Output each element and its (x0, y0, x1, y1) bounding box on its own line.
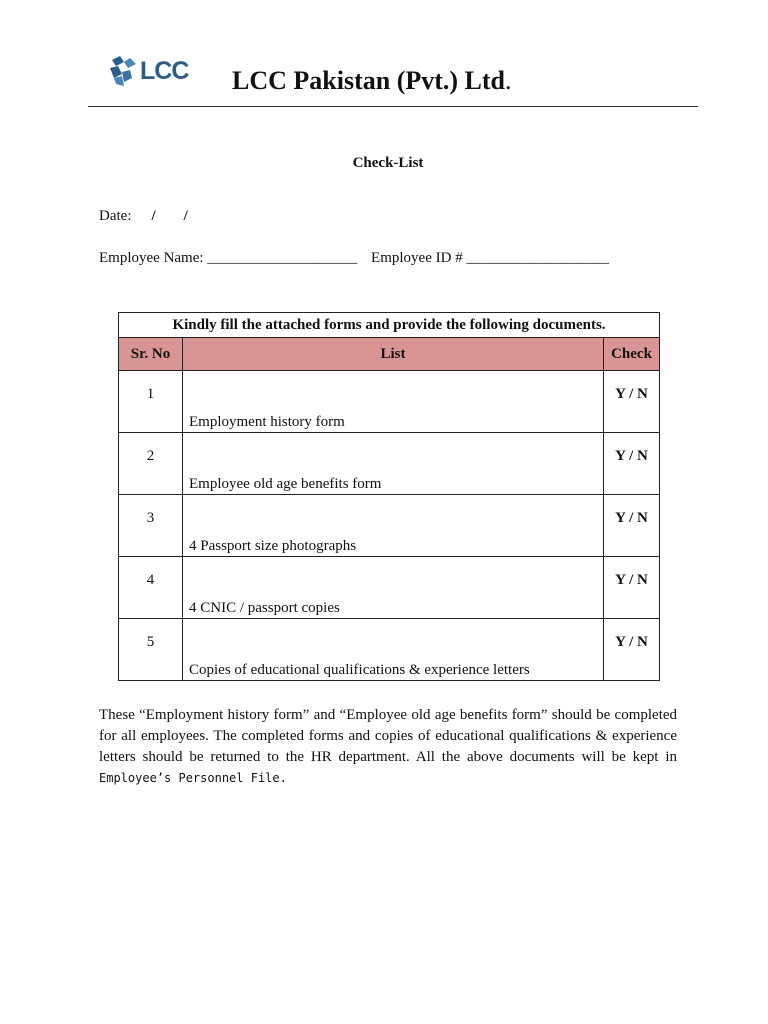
row-check-yn[interactable]: Y / N (604, 371, 660, 433)
row-item: 4 Passport size photographs (183, 495, 604, 557)
row-item: Copies of educational qualifications & experience letters (183, 619, 604, 681)
row-sr-no: 5 (119, 619, 183, 681)
column-header-list: List (183, 338, 604, 371)
row-sr-no: 1 (119, 371, 183, 433)
row-item: Employment history form (183, 371, 604, 433)
date-label: Date: (99, 208, 132, 224)
company-title (232, 64, 512, 98)
note-part-2: and (313, 707, 336, 723)
row-sr-no: 4 (119, 557, 183, 619)
company-suffix: . (505, 66, 512, 95)
row-sr-no: 2 (119, 433, 183, 495)
header-divider (88, 106, 698, 107)
note-part-1: These “Employment history form” (99, 707, 310, 723)
table-row (119, 433, 660, 495)
page-title: Check-List (352, 155, 424, 171)
date-separator-2: / (183, 208, 188, 224)
documents-checklist-table (118, 312, 660, 681)
row-item: 4 CNIC / passport copies (183, 557, 604, 619)
table-row (119, 619, 660, 681)
row-sr-no: 3 (119, 495, 183, 557)
table-caption: Kindly fill the attached forms and provide the following documents. (119, 313, 660, 338)
note-part-4: Employee’s Personnel File. (99, 771, 287, 785)
date-separator-1: / (151, 208, 156, 224)
instructions-paragraph (99, 705, 677, 789)
table-row (119, 495, 660, 557)
column-header-sr-no: Sr. No (119, 338, 183, 371)
row-check-yn[interactable]: Y / N (604, 495, 660, 557)
column-header-check: Check (604, 338, 660, 371)
employee-name-label: Employee Name: (99, 250, 204, 266)
logo-wordmark: LCC (140, 57, 189, 85)
table-row (119, 557, 660, 619)
employee-id-field[interactable]: ___________________ (466, 250, 609, 266)
row-check-yn[interactable]: Y / N (604, 557, 660, 619)
table-row (119, 371, 660, 433)
employee-id-label: Employee ID # (371, 250, 463, 266)
lcc-cube-logo-icon (110, 56, 138, 86)
row-check-yn[interactable]: Y / N (604, 619, 660, 681)
employee-name-field[interactable]: ____________________ (207, 250, 358, 266)
company-logo (110, 56, 188, 86)
date-field[interactable] (99, 208, 188, 225)
employee-info-row (99, 250, 609, 267)
company-name: LCC Pakistan (Pvt.) Ltd (232, 66, 506, 95)
row-item: Employee old age benefits form (183, 433, 604, 495)
row-check-yn[interactable]: Y / N (604, 433, 660, 495)
table-header-row (119, 338, 660, 371)
note-part-3: “Employee old age benefits form” should be completed for all employees. The completed forms and copies of educational qualifications & experience letters should be returned to the HR department. All the above documents will be kept in (99, 707, 678, 765)
